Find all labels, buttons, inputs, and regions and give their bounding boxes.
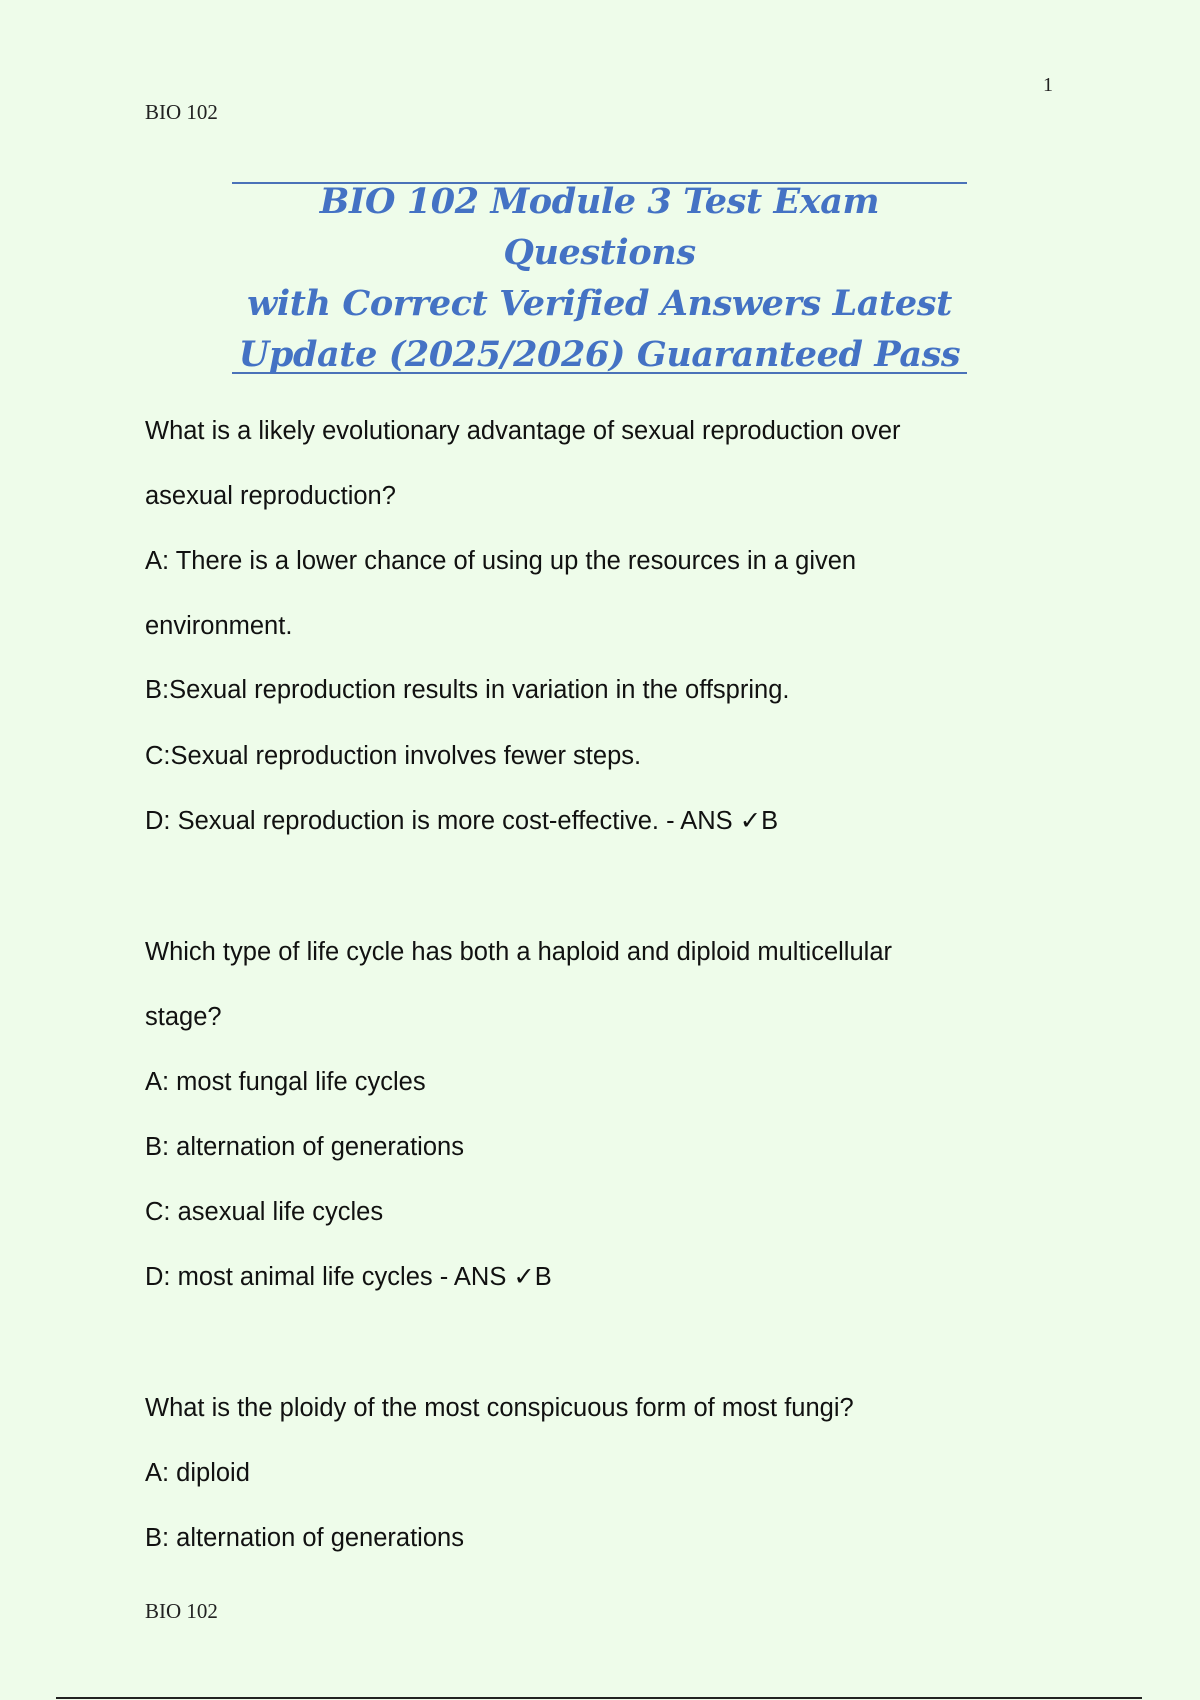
question-text: Which type of life cycle has both a haploid and diploid multicellular [145, 938, 892, 966]
page-header: BIO 102 [145, 100, 218, 124]
footer-rule [56, 1697, 1142, 1699]
document-title-box [232, 182, 967, 374]
page-footer: BIO 102 [145, 1599, 218, 1623]
page-number: 1 [1043, 74, 1053, 96]
question-text: What is the ploidy of the most conspicuous form of most fungi? [145, 1394, 854, 1422]
title-line: with Correct Verified Answers Latest [247, 283, 952, 324]
document-title [232, 176, 967, 380]
answer-option: A: most fungal life cycles [145, 1068, 426, 1096]
question-text: What is a likely evolutionary advantage of sexual reproduction over [145, 417, 901, 445]
answer-option: A: diploid [145, 1459, 250, 1487]
answer-option: B: alternation of generations [145, 1133, 464, 1161]
answer-option: B: alternation of generations [145, 1524, 464, 1552]
question-text: asexual reproduction? [145, 482, 396, 510]
answer-option: C:Sexual reproduction involves fewer steps. [145, 742, 642, 770]
answer-option: environment. [145, 612, 293, 640]
title-line: BIO 102 Module 3 Test Exam Questions [319, 181, 880, 273]
answer-option: D: most animal life cycles - ANS ✓B [145, 1263, 552, 1291]
answer-option: C: asexual life cycles [145, 1198, 384, 1226]
question-text: stage? [145, 1003, 222, 1031]
answer-option: D: Sexual reproduction is more cost-effective. - ANS ✓B [145, 807, 779, 835]
answer-option: A: There is a lower chance of using up the resources in a given [145, 547, 857, 575]
answer-option: B:Sexual reproduction results in variation in the offspring. [145, 676, 790, 704]
title-line: Update (2025/2026) Guaranteed Pass [238, 334, 961, 375]
